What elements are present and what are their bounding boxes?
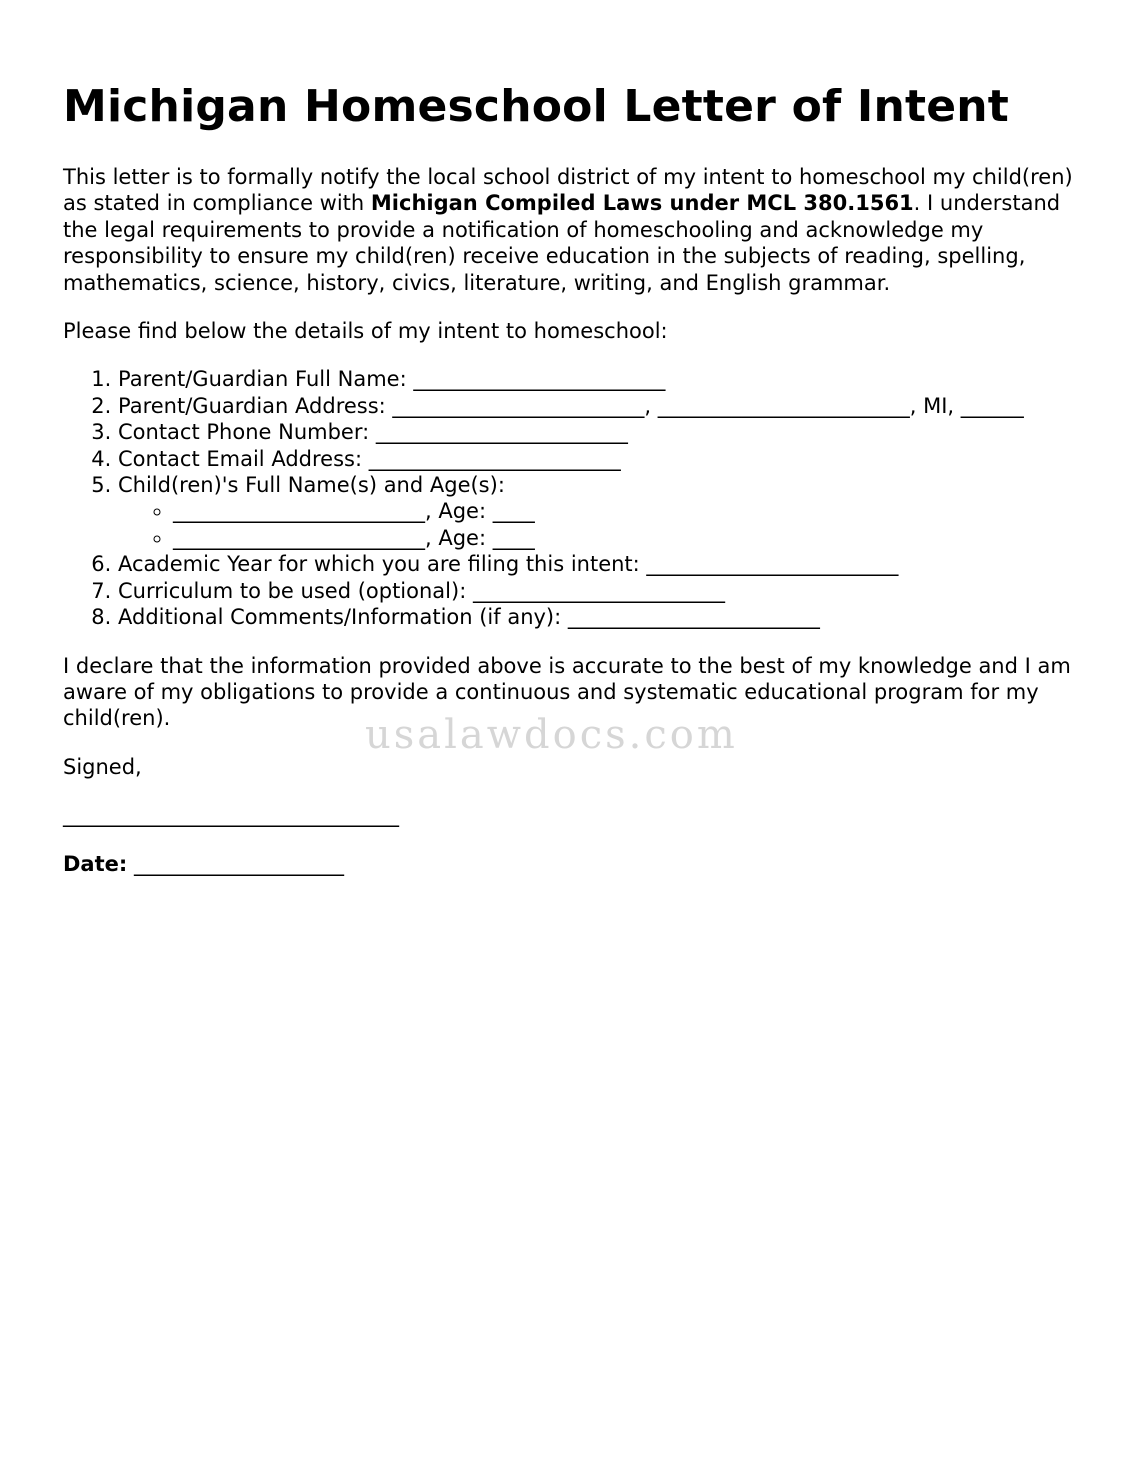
field-children-label: Child(ren)'s Full Name(s) and Age(s): bbox=[118, 473, 505, 498]
child-entry: ◦ ________________________, Age: ____ bbox=[173, 525, 1073, 551]
field-guardian-name: 1. Parent/Guardian Full Name: ________________________ bbox=[118, 366, 1073, 392]
field-comments: 8. Additional Comments/Information (if any): ________________________ bbox=[118, 604, 1073, 630]
children-list bbox=[118, 498, 1073, 551]
intro-paragraph bbox=[63, 164, 1073, 296]
field-guardian-address: 2. Parent/Guardian Address: ________________________, ________________________, MI, ______ bbox=[118, 393, 1073, 419]
field-children bbox=[118, 472, 1073, 551]
document-page bbox=[63, 78, 1073, 877]
watermark: usalawdocs.com bbox=[365, 712, 738, 758]
details-list bbox=[63, 366, 1073, 630]
date-label: Date: bbox=[63, 851, 128, 876]
declaration-paragraph: I declare that the information provided above is accurate to the best of my knowledge and I am aware of my obligations to provide a continuous and systematic educational program for my child(ren). bbox=[63, 653, 1071, 731]
signed-label: Signed, bbox=[63, 754, 142, 779]
law-reference: Michigan Compiled Laws under MCL 380.1561 bbox=[370, 191, 914, 216]
date-row bbox=[63, 851, 1073, 877]
date-blank: ____________________ bbox=[127, 851, 344, 876]
field-curriculum: 7. Curriculum to be used (optional): ________________________ bbox=[118, 578, 1073, 604]
details-lead: Please find below the details of my intent to homeschool: bbox=[63, 319, 668, 344]
intro-text-2: . I understand the legal requirements to provide a notification of homeschooling and acknowledge my responsibility to ensure my child(ren) receive education in the subjects of reading, spelling, mathematics, science, history, civics, literature, writing, and English grammar. bbox=[63, 191, 1061, 295]
field-academic-year: 6. Academic Year for which you are filing this intent: ________________________ bbox=[118, 551, 1073, 577]
intro-text-1: This letter is to formally notify the local school district of my intent to homeschool my child(ren) as stated in compliance with bbox=[63, 165, 1073, 216]
document-title: Michigan Homeschool Letter of Intent bbox=[63, 81, 1010, 132]
field-phone: 3. Contact Phone Number: ________________________ bbox=[118, 419, 1073, 445]
signature-line: ________________________________ bbox=[63, 803, 399, 828]
child-entry: ◦ ________________________, Age: ____ bbox=[173, 498, 1073, 524]
field-email: 4. Contact Email Address: ________________________ bbox=[118, 446, 1073, 472]
